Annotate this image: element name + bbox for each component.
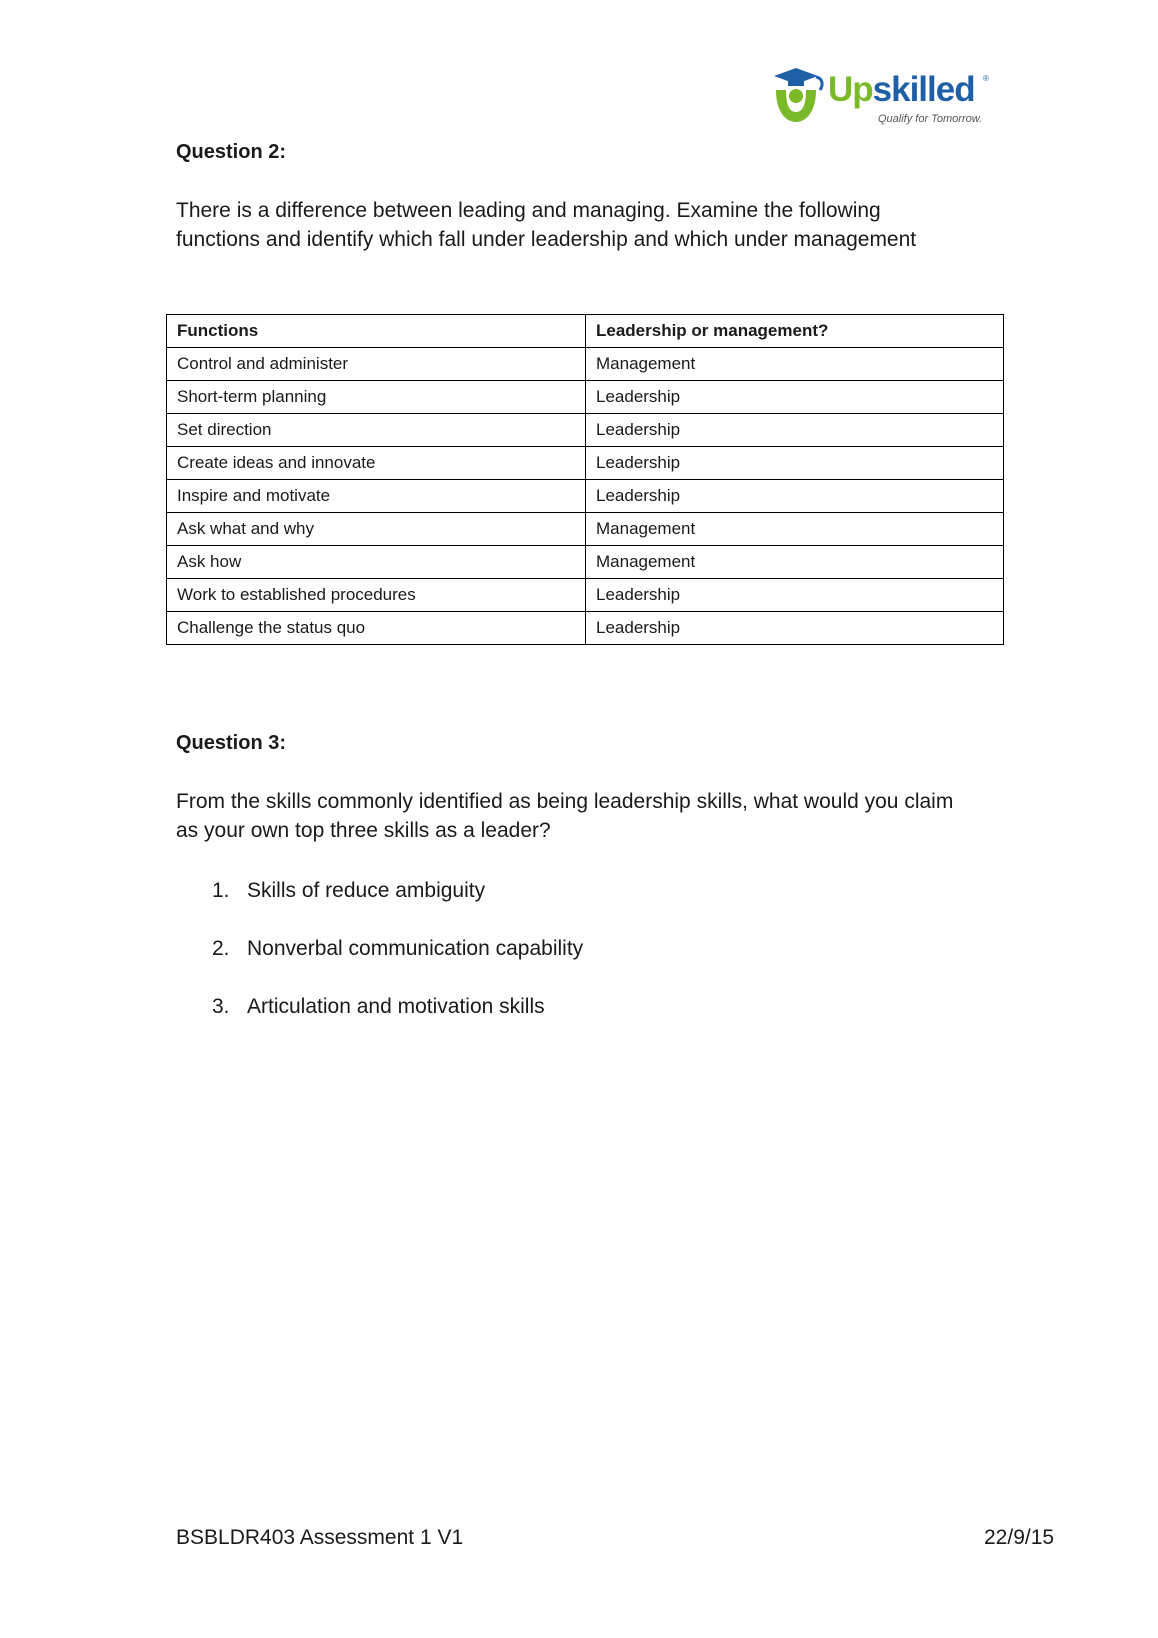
classification-cell: Leadership — [586, 612, 1004, 645]
question2-title: Question 2: — [176, 141, 287, 163]
list-item-number: 2. — [212, 937, 230, 960]
table-row — [167, 480, 1004, 513]
list-item-text: Skills of reduce ambiguity — [247, 879, 486, 902]
classification-cell: Leadership — [586, 579, 1004, 612]
classification-cell: Leadership — [586, 480, 1004, 513]
table-row — [167, 513, 1004, 546]
question3-text-line1: From the skills commonly identified as being leadership skills, what would you claim — [176, 790, 954, 813]
function-cell: Set direction — [167, 414, 586, 447]
function-cell: Ask what and why — [167, 513, 586, 546]
table-row — [167, 414, 1004, 447]
function-cell: Inspire and motivate — [167, 480, 586, 513]
logo-registered-mark: ® — [983, 74, 989, 83]
upskilled-logo — [770, 66, 995, 130]
logo-word-up: Up — [828, 70, 873, 109]
list-item — [212, 876, 583, 934]
question2-text-line1: There is a difference between leading and managing. Examine the following — [176, 199, 881, 222]
table-row — [167, 381, 1004, 414]
classification-cell: Management — [586, 348, 1004, 381]
header-functions: Functions — [167, 315, 586, 348]
function-cell: Create ideas and innovate — [167, 447, 586, 480]
function-cell: Ask how — [167, 546, 586, 579]
logo-tagline: Qualify for Tomorrow. — [878, 113, 983, 125]
list-item-text: Nonverbal communication capability — [247, 937, 584, 960]
table-row — [167, 447, 1004, 480]
question3-text — [176, 787, 996, 845]
list-item-number: 1. — [212, 879, 230, 902]
list-item — [212, 934, 583, 992]
question2-text-line2: functions and identify which fall under leadership and which under management — [176, 228, 917, 251]
logo-word-skilled: skilled — [872, 70, 975, 109]
table-row — [167, 579, 1004, 612]
classification-cell: Management — [586, 513, 1004, 546]
footer-date: 22/9/15 — [984, 1526, 1055, 1549]
footer-document-code: BSBLDR403 Assessment 1 V1 — [176, 1526, 464, 1549]
table-row — [167, 612, 1004, 645]
logo-wordmark — [828, 72, 975, 107]
classification-cell: Leadership — [586, 447, 1004, 480]
function-cell: Control and administer — [167, 348, 586, 381]
table-header-row — [167, 315, 1004, 348]
question3-text-line2: as your own top three skills as a leader? — [176, 819, 551, 842]
function-cell: Work to established procedures — [167, 579, 586, 612]
table-row — [167, 348, 1004, 381]
graduate-icon — [770, 66, 826, 126]
function-cell: Short-term planning — [167, 381, 586, 414]
question2-text — [176, 196, 996, 254]
skills-list — [212, 876, 583, 1050]
classification-cell: Leadership — [586, 414, 1004, 447]
table-row — [167, 546, 1004, 579]
function-cell: Challenge the status quo — [167, 612, 586, 645]
list-item-number: 3. — [212, 995, 230, 1018]
list-item — [212, 992, 583, 1050]
list-item-text: Articulation and motivation skills — [247, 995, 545, 1018]
question3-title: Question 3: — [176, 732, 287, 754]
functions-table — [166, 314, 1004, 645]
classification-cell: Leadership — [586, 381, 1004, 414]
header-leadership-or-management: Leadership or management? — [586, 315, 1004, 348]
classification-cell: Management — [586, 546, 1004, 579]
